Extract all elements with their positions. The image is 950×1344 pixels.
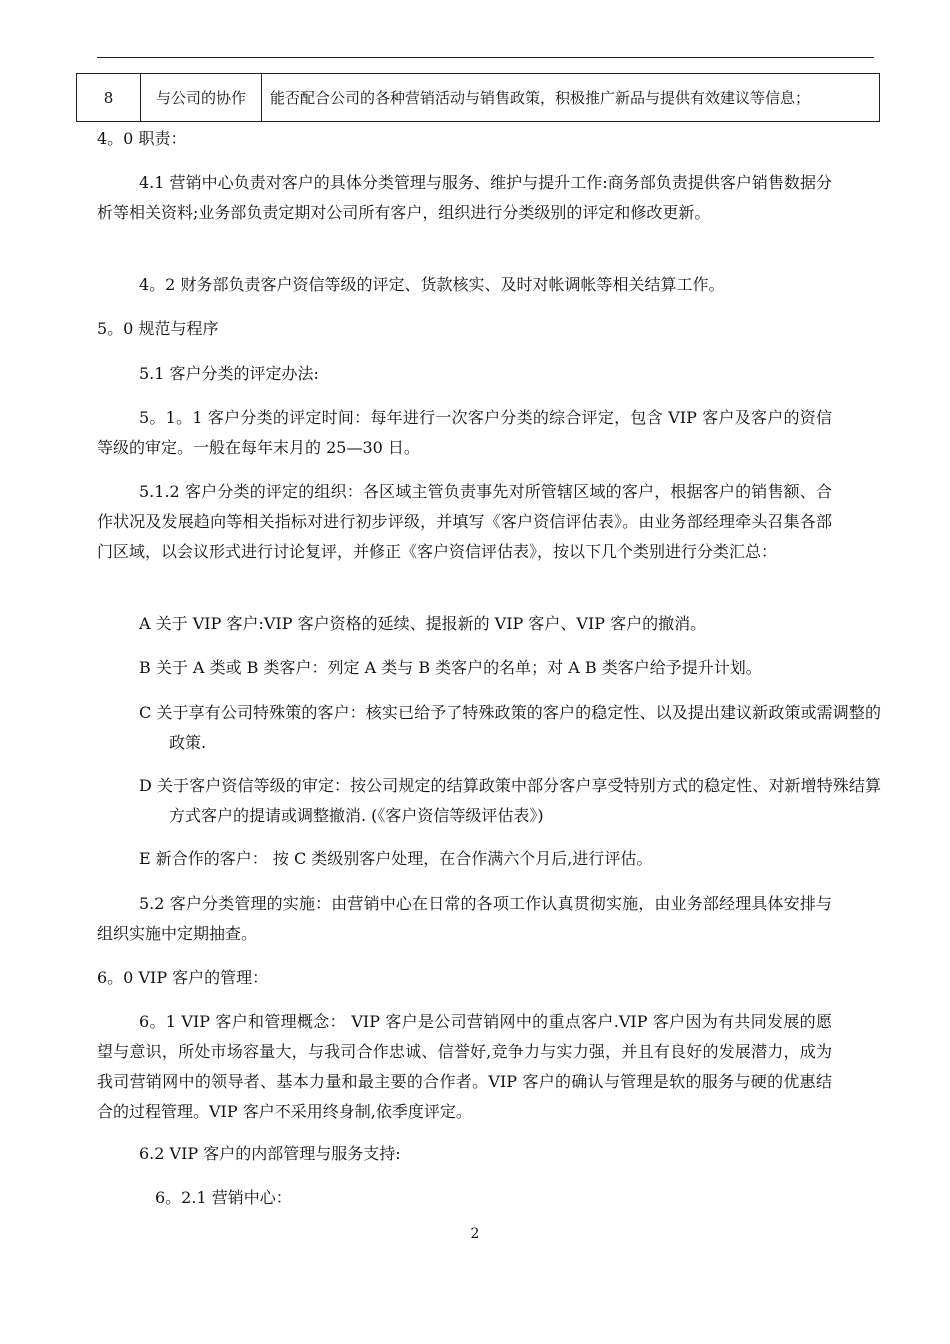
item-a: A 关于 VIP 客户:VIP 客户资格的延续、提报新的 VIP 客户、VIP 客户的撤消。 xyxy=(139,614,707,633)
table-cell-item: 与公司的协作 xyxy=(141,74,262,122)
section-4-2: 4。2 财务部负责客户资信等级的评定、货款核实、及时对帐调帐等相关结算工作。 xyxy=(139,275,725,294)
table-cell-index: 8 xyxy=(77,74,141,122)
header-rule xyxy=(97,57,874,58)
section-5-2: 5.2 客户分类管理的实施：由营销中心在日常的各项工作认真贯彻实施，由业务部经理具体安排与组织实施中定期抽查。 xyxy=(97,894,832,943)
section-4-heading: 4。0 职责： xyxy=(97,129,187,148)
item-d: D 关于客户资信等级的审定：按公司规定的结算政策中部分客户享受特别方式的稳定性、对新增特殊结算方式客户的提请或调整撤消. (《客户资信等级评估表》) xyxy=(139,776,881,825)
section-5-heading: 5。0 规范与程序 xyxy=(97,319,219,338)
page-number: 2 xyxy=(470,1226,480,1242)
criteria-table xyxy=(76,73,880,122)
section-6-1: 6。1 VIP 客户和管理概念： VIP 客户是公司营销网中的重点客户.VIP 客户因为有共同发展的愿望与意识，所处市场容量大，与我司合作忠诚、信誉好,竞争力与实力强，并且有良好的发展潜力，成为我司营销网中的领导者、基本力量和最主要的合作者。VIP 客户的确认与管理是软的服务与硬的优惠结合的过程管理。VIP 客户不采用终身制,依季度评定。 xyxy=(97,1012,832,1121)
section-5-1-2: 5.1.2 客户分类的评定的组织：各区域主管负责事先对所管辖区域的客户，根据客户的销售额、合作状况及发展趋向等相关指标对进行初步评级，并填写《客户资信评估表》。由业务部经理牵头召集各部门区域，以会议形式进行讨论复评，并修正《客户资信评估表》，按以下几个类别进行分类汇总： xyxy=(97,482,832,561)
section-6-2: 6.2 VIP 客户的内部管理与服务支持: xyxy=(139,1144,401,1163)
section-5-1-1: 5。1。1 客户分类的评定时间：每年进行一次客户分类的综合评定，包含 VIP 客户及客户的资信等级的审定。一般在每年末月的 25—30 日。 xyxy=(97,408,832,457)
table-row xyxy=(77,74,880,122)
item-c: C 关于享有公司特殊策的客户：核实已给予了特殊政策的客户的稳定性、以及提出建议新政策或需调整的政策. xyxy=(139,703,881,752)
item-b: B 关于 A 类或 B 类客户：列定 A 类与 B 类客户的名单；对 A B 类客户给予提升计划。 xyxy=(139,658,762,677)
section-5-1: 5.1 客户分类的评定办法: xyxy=(139,364,319,383)
table-cell-description: 能否配合公司的各种营销活动与销售政策，积极推广新品与提供有效建议等信息； xyxy=(262,74,880,122)
section-6-2-1: 6。2.1 营销中心： xyxy=(155,1188,292,1207)
item-e: E 新合作的客户： 按 C 类级别客户处理，在合作满六个月后,进行评估。 xyxy=(139,849,653,868)
section-6-heading: 6。0 VIP 客户的管理： xyxy=(97,968,269,987)
section-4-1: 4.1 营销中心负责对客户的具体分类管理与服务、维护与提升工作:商务部负责提供客户销售数据分析等相关资料;业务部负责定期对公司所有客户，组织进行分类级别的评定和修改更新。 xyxy=(97,173,832,222)
